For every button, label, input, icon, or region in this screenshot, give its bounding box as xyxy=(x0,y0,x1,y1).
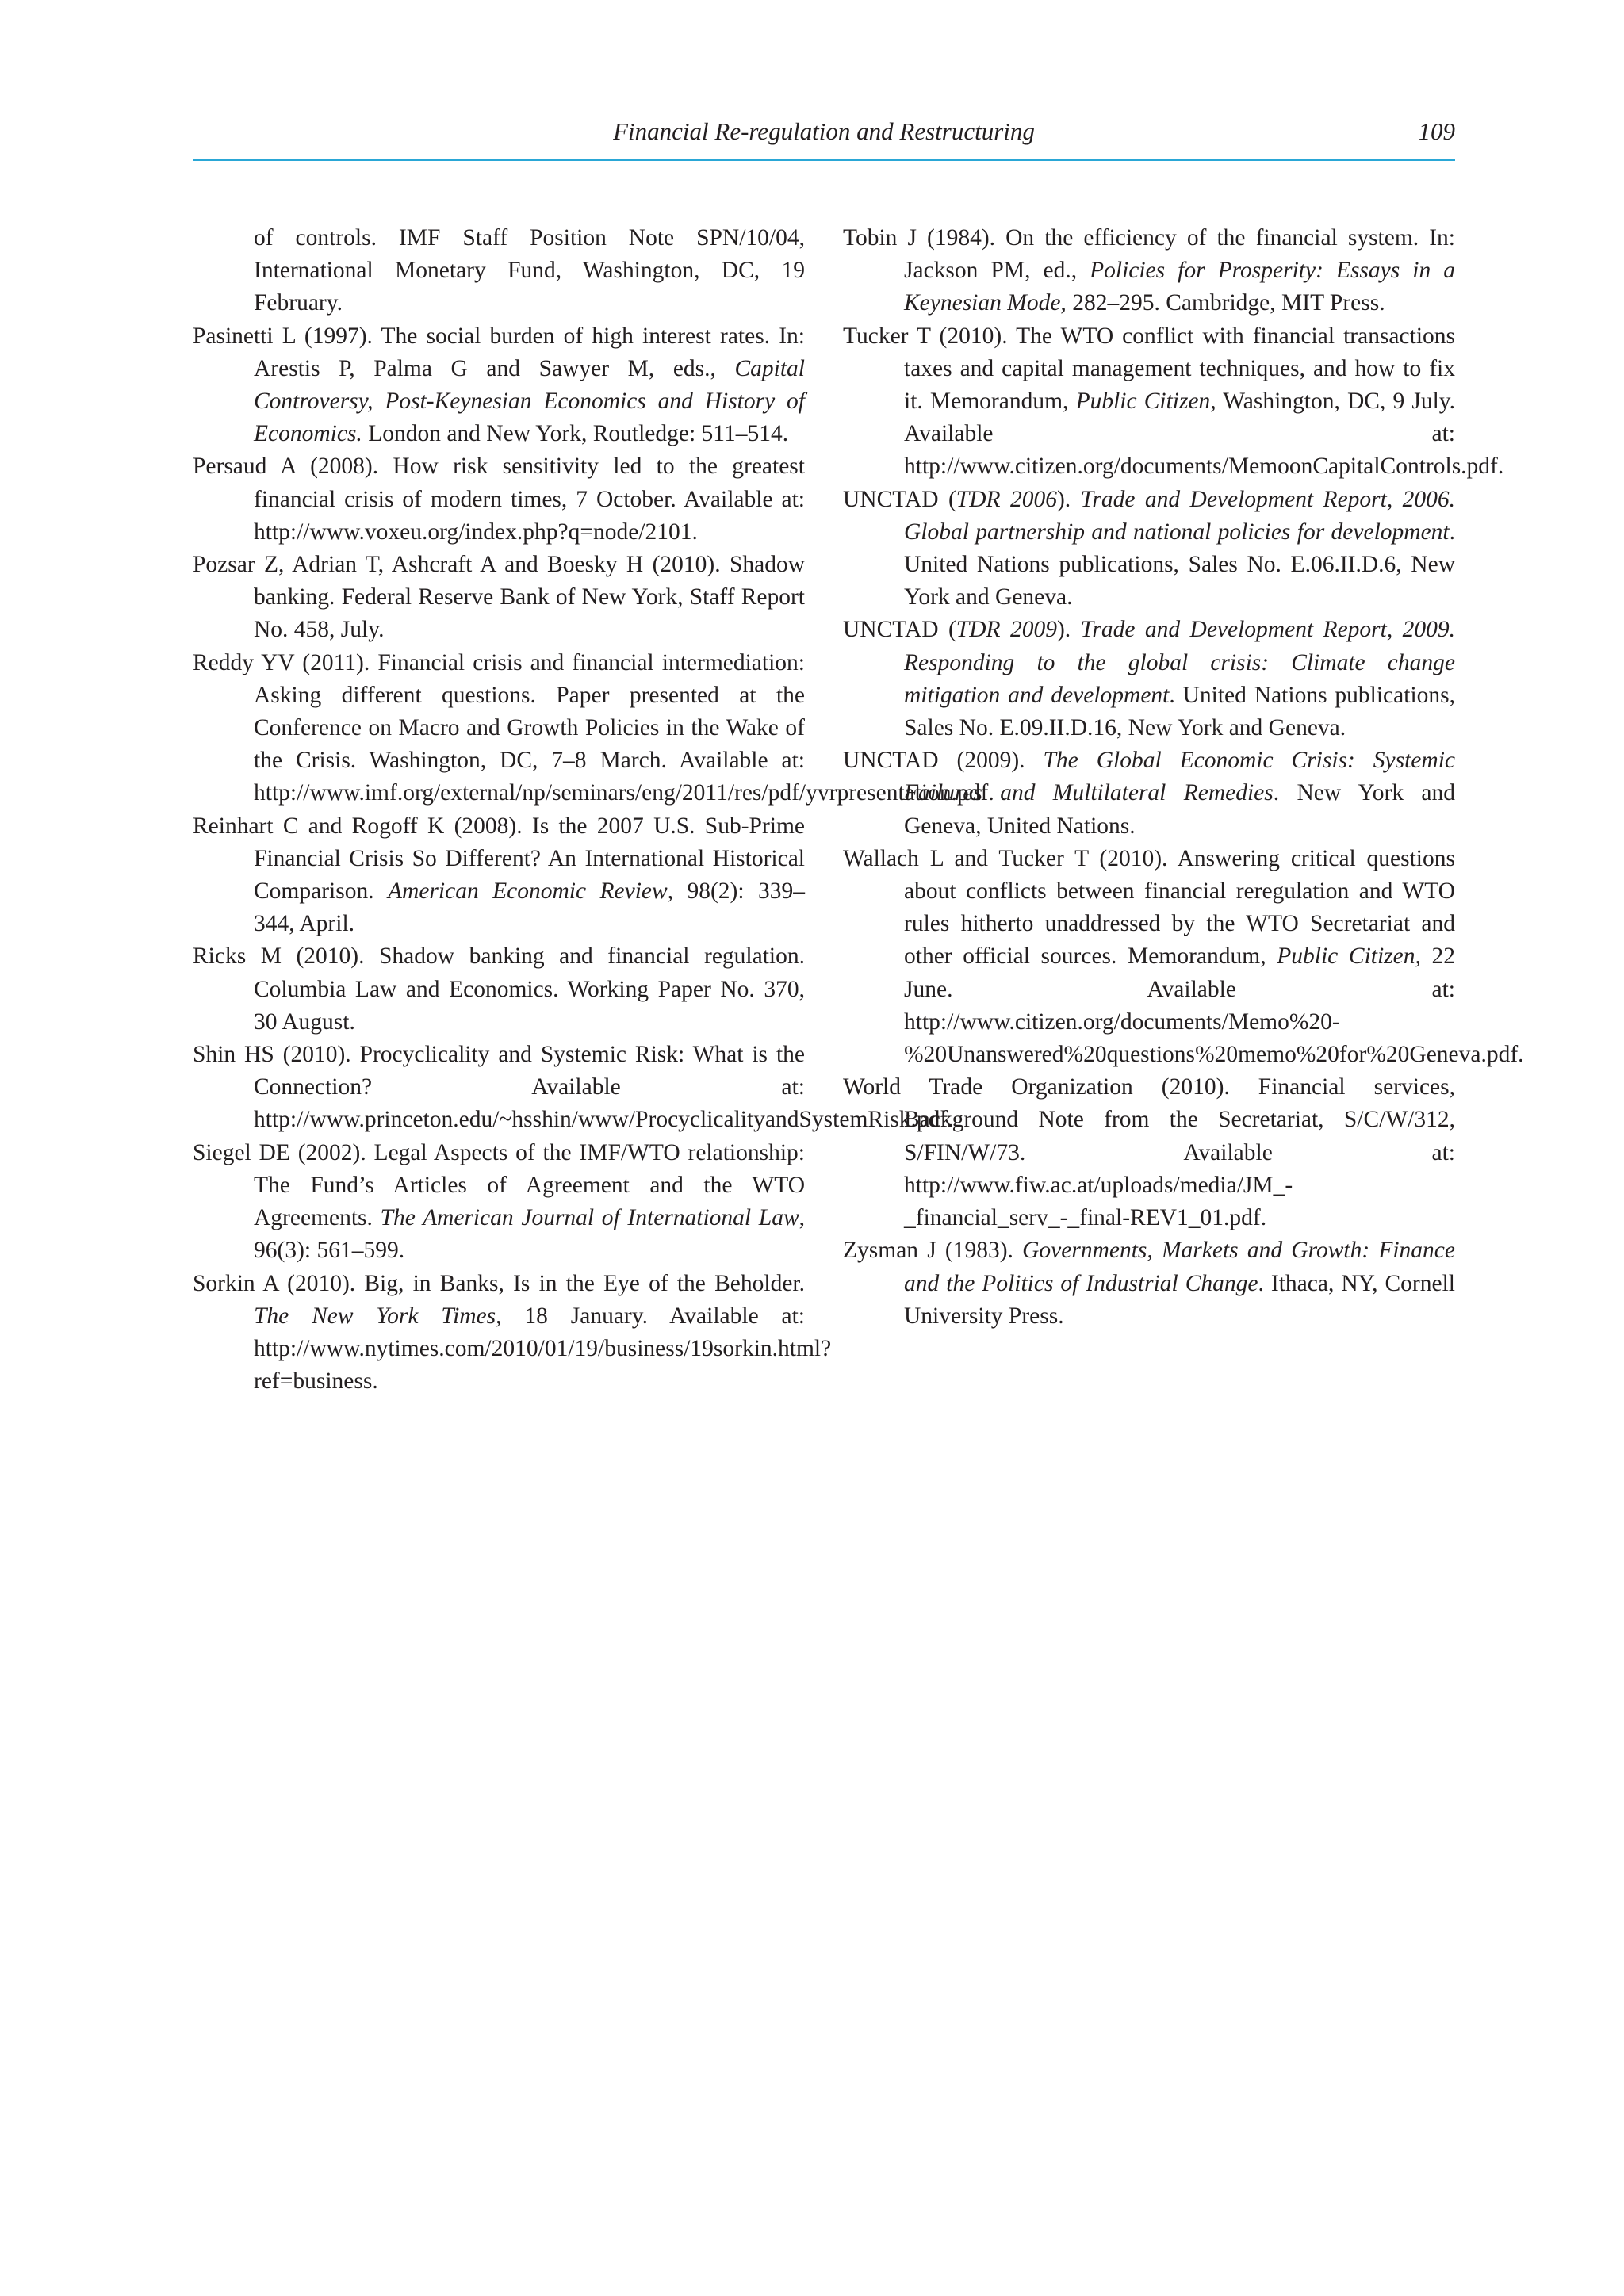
reference-text: Washington, DC, 9 July. Available at: http://www.citizen.org/documents/MemoonCapitalControls.pdf. xyxy=(904,388,1504,480)
reference-entry xyxy=(193,549,805,647)
reference-entry xyxy=(843,320,1504,484)
reference-text: World Trade Organization (2010). Financial services, Background Note from the Secretariat, S/C/W/312, S/FIN/W/73. Available at: http://www.fiw.ac.at/uploads/media/JM_-_financial_serv_-_final-REV1_01.pdf. xyxy=(843,1074,1455,1231)
reference-entry xyxy=(843,1234,1455,1333)
reference-text: , 96(3): 561–599. xyxy=(254,1205,806,1264)
reference-text: . United Nations publications, Sales No. E.09.II.D.16, New York and Geneva. xyxy=(904,682,1455,741)
reference-entry xyxy=(193,1039,954,1137)
reference-text: Pasinetti L (1997). The social burden of high interest rates. In: Arestis P, Palma G and Sawyer M, eds., xyxy=(193,323,805,381)
reference-entry xyxy=(843,843,1524,1071)
reference-text: 282–295. Cambridge, MIT Press. xyxy=(1066,290,1385,316)
reference-text: 22 June. Available at: http://www.citizen.org/documents/Memo%20-%20Unanswered%20questions%20memo%20for%20Geneva.pdf. xyxy=(904,943,1524,1068)
reference-text: London and New York, Routledge: 511–514. xyxy=(362,421,789,447)
reference-text: . United Nations publications, Sales No. E.06.II.D.6, New York and Geneva. xyxy=(904,519,1455,610)
reference-text: Reddy YV (2011). Financial crisis and financial intermediation: Asking different questions. Paper presented at the Conference on Macro and Growth Policies in the Wake of the Crisis. Washington, DC, 7–8 March. Available at: http://www.imf.org/external/np/seminars/eng/2011/res/pdf/yvrpresentation.pdf. xyxy=(193,649,994,806)
reference-text: UNCTAD (2009). xyxy=(843,748,1044,774)
reference-italic-text: Governments, Markets and Growth: Finance and the Politics of Industrial Change xyxy=(904,1238,1455,1296)
reference-entry xyxy=(193,450,805,549)
reference-entry xyxy=(193,1137,805,1268)
reference-entry xyxy=(193,940,805,1039)
reference-entry xyxy=(843,744,1455,843)
running-title: Financial Re-regulation and Restructuring xyxy=(613,117,1035,145)
reference-text: , 98(2): 339–344, April. xyxy=(254,878,805,937)
reference-text: of controls. IMF Staff Position Note SPN/10/04, International Monetary Fund, Washington, DC, 19 February. xyxy=(254,225,805,316)
reference-text: Reinhart C and Rogoff K (2008). Is the 2007 U.S. Sub-Prime Financial Crisis So Different? An International Historical Comparison. xyxy=(193,813,805,905)
reference-italic-text: Public Citizen, xyxy=(1075,388,1216,415)
reference-entry xyxy=(843,484,1455,614)
reference-text: Pozsar Z, Adrian T, Ashcraft A and Boesky H (2010). Shadow banking. Federal Reserve Bank of New York, Staff Report No. 458, July. xyxy=(193,552,805,643)
reference-entry xyxy=(843,1071,1455,1234)
reference-text: Sorkin A (2010). Big, in Banks, Is in the Eye of the Beholder. xyxy=(193,1270,805,1296)
reference-text: Persaud A (2008). How risk sensitivity led to the greatest financial crisis of modern times, 7 October. Available at: http://www.voxeu.org/index.php?q=node/2101. xyxy=(193,453,805,545)
reference-italic-text: Trade and Development Report, 2006. Global partnership and national policies for development xyxy=(904,486,1456,545)
reference-italic-text: Capital Controversy, Post-Keynesian Economics and History of Economics. xyxy=(254,355,805,447)
reference-text: ). xyxy=(1056,486,1081,512)
reference-entry xyxy=(843,614,1455,744)
reference-text: . Ithaca, NY, Cornell University Press. xyxy=(904,1270,1455,1329)
reference-entry xyxy=(193,1268,832,1399)
header-rule xyxy=(193,159,1455,161)
reference-italic-text: Public Citizen, xyxy=(1277,943,1421,970)
reference-text: Wallach L and Tucker T (2010). Answering critical questions about conflicts between financial reregulation and WTO rules hitherto unaddressed by the WTO Secretariat and other official sources. Memorandum, xyxy=(843,845,1455,970)
reference-italic-text: The American Journal of International Law xyxy=(380,1205,799,1231)
reference-text: Siegel DE (2002). Legal Aspects of the IMF/WTO relationship: The Fund’s Articles of Agreement and the WTO Agreements. xyxy=(193,1139,805,1231)
reference-text: ). xyxy=(1056,617,1081,643)
reference-text: Tucker T (2010). The WTO conflict with financial transactions taxes and capital management techniques, and how to fix it. Memorandum, xyxy=(843,323,1455,415)
reference-entry xyxy=(843,222,1455,320)
reference-text: UNCTAD ( xyxy=(843,486,956,512)
reference-text: Zysman J (1983). xyxy=(843,1238,1023,1264)
page-number: 109 xyxy=(1418,117,1455,145)
reference-italic-text: The New York Times xyxy=(254,1303,496,1329)
reference-text: . New York and Geneva, United Nations. xyxy=(904,780,1455,839)
reference-text: Shin HS (2010). Procyclicality and Systemic Risk: What is the Connection? Available at: http://www.princeton.edu/~hsshin/www/ProcyclicalityandSystemRisk.pdf. xyxy=(193,1042,954,1133)
reference-italic-text: American Economic Review xyxy=(388,878,668,905)
reference-italic-text: TDR 2009 xyxy=(956,617,1057,643)
reference-entry xyxy=(193,810,805,941)
references-right-column xyxy=(843,222,1524,1333)
reference-entry xyxy=(193,320,805,451)
reference-italic-text: The Global Economic Crisis: Systemic Failures and Multilateral Remedies xyxy=(904,748,1455,806)
reference-text: , 18 January. Available at: http://www.nytimes.com/2010/01/19/business/19sorkin.html?ref=business. xyxy=(254,1303,832,1395)
reference-italic-text: Trade and Development Report, 2009. Responding to the global crisis: Climate change mitigation and development xyxy=(904,617,1456,708)
reference-italic-text: Policies for Prosperity: Essays in a Keynesian Mode, xyxy=(904,258,1455,316)
reference-entry xyxy=(193,222,805,320)
reference-text: UNCTAD ( xyxy=(843,617,956,643)
running-header xyxy=(193,111,1455,155)
reference-text: Tobin J (1984). On the efficiency of the financial system. In: Jackson PM, ed., xyxy=(843,225,1455,284)
reference-italic-text: TDR 2006 xyxy=(956,486,1057,512)
reference-text: Ricks M (2010). Shadow banking and financial regulation. Columbia Law and Economics. Working Paper No. 370, 30 August. xyxy=(193,943,805,1035)
